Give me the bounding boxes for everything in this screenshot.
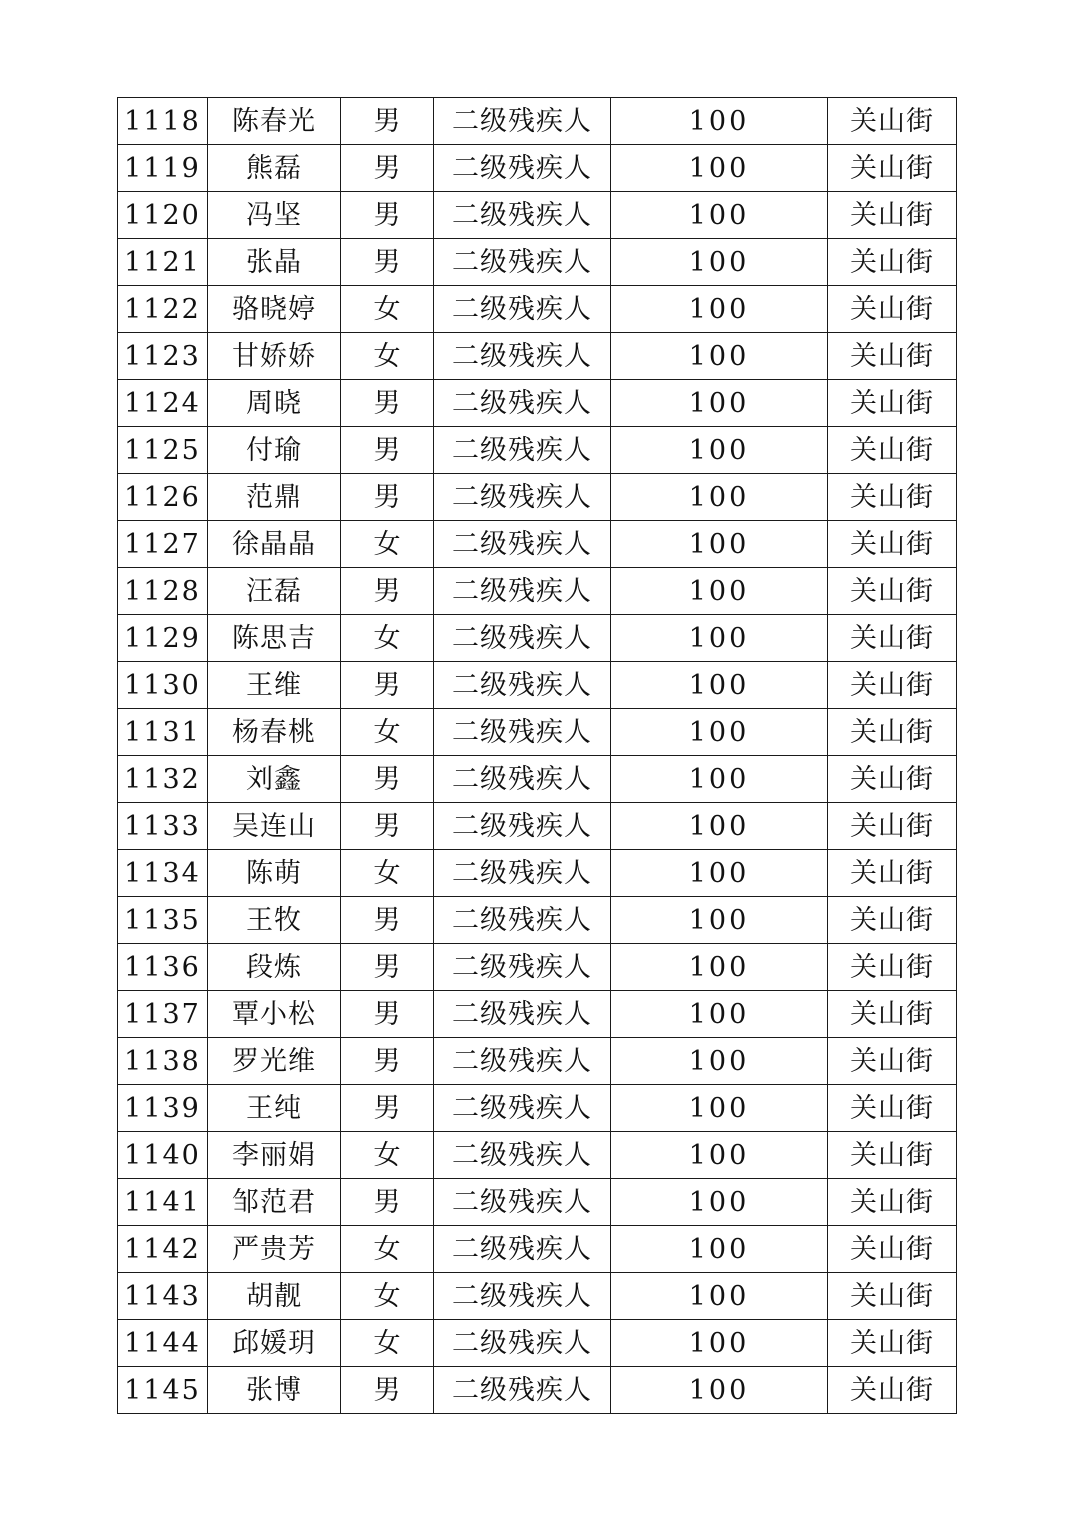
cell-amount: 100: [611, 239, 828, 286]
cell-gender: 男: [341, 192, 434, 239]
cell-amount: 100: [611, 145, 828, 192]
cell-gender: 男: [341, 756, 434, 803]
cell-disability-level: 二级残疾人: [434, 286, 611, 333]
cell-name: 熊磊: [208, 145, 341, 192]
cell-name: 刘鑫: [208, 756, 341, 803]
cell-disability-level: 二级残疾人: [434, 333, 611, 380]
cell-disability-level: 二级残疾人: [434, 98, 611, 145]
cell-gender: 男: [341, 145, 434, 192]
cell-disability-level: 二级残疾人: [434, 850, 611, 897]
table-row: [118, 1226, 957, 1273]
cell-number: 1140: [118, 1132, 208, 1179]
cell-number: 1142: [118, 1226, 208, 1273]
cell-number: 1136: [118, 944, 208, 991]
cell-street: 关山街: [828, 239, 957, 286]
cell-street: 关山街: [828, 1179, 957, 1226]
cell-street: 关山街: [828, 662, 957, 709]
cell-disability-level: 二级残疾人: [434, 897, 611, 944]
cell-number: 1119: [118, 145, 208, 192]
cell-disability-level: 二级残疾人: [434, 991, 611, 1038]
table-row: [118, 1320, 957, 1367]
cell-disability-level: 二级残疾人: [434, 239, 611, 286]
cell-name: 覃小松: [208, 991, 341, 1038]
cell-street: 关山街: [828, 98, 957, 145]
cell-disability-level: 二级残疾人: [434, 474, 611, 521]
cell-gender: 男: [341, 427, 434, 474]
cell-street: 关山街: [828, 850, 957, 897]
cell-number: 1138: [118, 1038, 208, 1085]
cell-disability-level: 二级残疾人: [434, 1273, 611, 1320]
cell-number: 1145: [118, 1367, 208, 1414]
cell-disability-level: 二级残疾人: [434, 380, 611, 427]
cell-number: 1126: [118, 474, 208, 521]
cell-name: 陈思吉: [208, 615, 341, 662]
table-row: [118, 1367, 957, 1414]
cell-gender: 男: [341, 944, 434, 991]
cell-amount: 100: [611, 568, 828, 615]
cell-street: 关山街: [828, 1226, 957, 1273]
cell-number: 1139: [118, 1085, 208, 1132]
cell-gender: 男: [341, 474, 434, 521]
cell-number: 1124: [118, 380, 208, 427]
roster-table-body: [118, 98, 957, 1414]
cell-amount: 100: [611, 756, 828, 803]
cell-disability-level: 二级残疾人: [434, 568, 611, 615]
cell-gender: 女: [341, 521, 434, 568]
cell-name: 冯坚: [208, 192, 341, 239]
cell-name: 付瑜: [208, 427, 341, 474]
cell-name: 吴连山: [208, 803, 341, 850]
table-row: [118, 239, 957, 286]
cell-amount: 100: [611, 1226, 828, 1273]
cell-street: 关山街: [828, 333, 957, 380]
cell-disability-level: 二级残疾人: [434, 1085, 611, 1132]
table-row: [118, 615, 957, 662]
cell-gender: 男: [341, 1038, 434, 1085]
cell-name: 范鼎: [208, 474, 341, 521]
cell-number: 1123: [118, 333, 208, 380]
cell-name: 罗光维: [208, 1038, 341, 1085]
cell-amount: 100: [611, 615, 828, 662]
cell-amount: 100: [611, 944, 828, 991]
cell-disability-level: 二级残疾人: [434, 756, 611, 803]
cell-street: 关山街: [828, 1367, 957, 1414]
cell-street: 关山街: [828, 380, 957, 427]
cell-street: 关山街: [828, 944, 957, 991]
cell-gender: 男: [341, 1367, 434, 1414]
table-row: [118, 1132, 957, 1179]
cell-gender: 男: [341, 380, 434, 427]
cell-amount: 100: [611, 1132, 828, 1179]
table-row: [118, 850, 957, 897]
table-row: [118, 803, 957, 850]
cell-street: 关山街: [828, 991, 957, 1038]
cell-name: 王牧: [208, 897, 341, 944]
cell-disability-level: 二级残疾人: [434, 1367, 611, 1414]
table-row: [118, 98, 957, 145]
cell-gender: 男: [341, 803, 434, 850]
roster-table: [117, 97, 957, 1414]
cell-amount: 100: [611, 850, 828, 897]
cell-name: 张博: [208, 1367, 341, 1414]
cell-name: 汪磊: [208, 568, 341, 615]
cell-amount: 100: [611, 192, 828, 239]
cell-gender: 女: [341, 615, 434, 662]
cell-gender: 女: [341, 1273, 434, 1320]
cell-name: 王维: [208, 662, 341, 709]
cell-amount: 100: [611, 1179, 828, 1226]
cell-amount: 100: [611, 709, 828, 756]
cell-street: 关山街: [828, 756, 957, 803]
table-row: [118, 1273, 957, 1320]
cell-disability-level: 二级残疾人: [434, 709, 611, 756]
cell-gender: 男: [341, 662, 434, 709]
cell-amount: 100: [611, 1085, 828, 1132]
cell-gender: 男: [341, 991, 434, 1038]
table-row: [118, 286, 957, 333]
cell-amount: 100: [611, 521, 828, 568]
cell-number: 1144: [118, 1320, 208, 1367]
table-row: [118, 474, 957, 521]
table-row: [118, 333, 957, 380]
cell-street: 关山街: [828, 897, 957, 944]
cell-gender: 男: [341, 98, 434, 145]
table-row: [118, 944, 957, 991]
cell-disability-level: 二级残疾人: [434, 1179, 611, 1226]
cell-gender: 女: [341, 1320, 434, 1367]
cell-amount: 100: [611, 897, 828, 944]
table-row: [118, 192, 957, 239]
cell-gender: 女: [341, 850, 434, 897]
cell-street: 关山街: [828, 709, 957, 756]
cell-street: 关山街: [828, 615, 957, 662]
cell-street: 关山街: [828, 192, 957, 239]
cell-number: 1141: [118, 1179, 208, 1226]
cell-street: 关山街: [828, 568, 957, 615]
cell-number: 1122: [118, 286, 208, 333]
cell-amount: 100: [611, 1320, 828, 1367]
cell-name: 邹范君: [208, 1179, 341, 1226]
cell-street: 关山街: [828, 1273, 957, 1320]
cell-amount: 100: [611, 1273, 828, 1320]
cell-number: 1129: [118, 615, 208, 662]
cell-disability-level: 二级残疾人: [434, 803, 611, 850]
cell-street: 关山街: [828, 286, 957, 333]
cell-street: 关山街: [828, 145, 957, 192]
table-row: [118, 427, 957, 474]
cell-number: 1143: [118, 1273, 208, 1320]
cell-gender: 女: [341, 709, 434, 756]
cell-name: 胡靓: [208, 1273, 341, 1320]
cell-amount: 100: [611, 474, 828, 521]
cell-disability-level: 二级残疾人: [434, 615, 611, 662]
table-row: [118, 380, 957, 427]
cell-gender: 男: [341, 897, 434, 944]
cell-name: 徐晶晶: [208, 521, 341, 568]
cell-disability-level: 二级残疾人: [434, 145, 611, 192]
table-row: [118, 991, 957, 1038]
cell-name: 段炼: [208, 944, 341, 991]
cell-name: 甘娇娇: [208, 333, 341, 380]
cell-number: 1127: [118, 521, 208, 568]
cell-amount: 100: [611, 333, 828, 380]
cell-number: 1125: [118, 427, 208, 474]
cell-street: 关山街: [828, 427, 957, 474]
cell-amount: 100: [611, 1038, 828, 1085]
table-row: [118, 1179, 957, 1226]
cell-gender: 男: [341, 1179, 434, 1226]
cell-gender: 女: [341, 1226, 434, 1273]
cell-disability-level: 二级残疾人: [434, 1320, 611, 1367]
cell-number: 1118: [118, 98, 208, 145]
cell-name: 邱媛玥: [208, 1320, 341, 1367]
cell-name: 严贵芳: [208, 1226, 341, 1273]
cell-amount: 100: [611, 803, 828, 850]
cell-number: 1121: [118, 239, 208, 286]
cell-name: 张晶: [208, 239, 341, 286]
cell-number: 1137: [118, 991, 208, 1038]
cell-number: 1120: [118, 192, 208, 239]
cell-disability-level: 二级残疾人: [434, 662, 611, 709]
table-row: [118, 662, 957, 709]
cell-street: 关山街: [828, 803, 957, 850]
cell-name: 王纯: [208, 1085, 341, 1132]
cell-name: 李丽娟: [208, 1132, 341, 1179]
cell-amount: 100: [611, 98, 828, 145]
cell-gender: 男: [341, 239, 434, 286]
cell-gender: 女: [341, 1132, 434, 1179]
table-row: [118, 756, 957, 803]
cell-amount: 100: [611, 286, 828, 333]
table-row: [118, 897, 957, 944]
cell-number: 1128: [118, 568, 208, 615]
table-row: [118, 521, 957, 568]
cell-number: 1135: [118, 897, 208, 944]
cell-number: 1131: [118, 709, 208, 756]
cell-disability-level: 二级残疾人: [434, 1226, 611, 1273]
cell-name: 杨春桃: [208, 709, 341, 756]
cell-street: 关山街: [828, 1038, 957, 1085]
cell-number: 1134: [118, 850, 208, 897]
cell-name: 陈萌: [208, 850, 341, 897]
cell-number: 1130: [118, 662, 208, 709]
cell-disability-level: 二级残疾人: [434, 192, 611, 239]
cell-disability-level: 二级残疾人: [434, 521, 611, 568]
cell-street: 关山街: [828, 1085, 957, 1132]
cell-disability-level: 二级残疾人: [434, 1132, 611, 1179]
table-row: [118, 1085, 957, 1132]
cell-gender: 女: [341, 286, 434, 333]
cell-street: 关山街: [828, 521, 957, 568]
table-row: [118, 709, 957, 756]
cell-name: 周晓: [208, 380, 341, 427]
cell-amount: 100: [611, 427, 828, 474]
table-row: [118, 568, 957, 615]
table-row: [118, 145, 957, 192]
cell-street: 关山街: [828, 474, 957, 521]
cell-street: 关山街: [828, 1132, 957, 1179]
cell-number: 1133: [118, 803, 208, 850]
cell-number: 1132: [118, 756, 208, 803]
cell-disability-level: 二级残疾人: [434, 427, 611, 474]
table-row: [118, 1038, 957, 1085]
cell-amount: 100: [611, 1367, 828, 1414]
cell-name: 骆晓婷: [208, 286, 341, 333]
cell-disability-level: 二级残疾人: [434, 1038, 611, 1085]
cell-gender: 男: [341, 1085, 434, 1132]
cell-gender: 男: [341, 568, 434, 615]
cell-street: 关山街: [828, 1320, 957, 1367]
cell-disability-level: 二级残疾人: [434, 944, 611, 991]
cell-amount: 100: [611, 662, 828, 709]
cell-amount: 100: [611, 991, 828, 1038]
cell-gender: 女: [341, 333, 434, 380]
cell-amount: 100: [611, 380, 828, 427]
cell-name: 陈春光: [208, 98, 341, 145]
